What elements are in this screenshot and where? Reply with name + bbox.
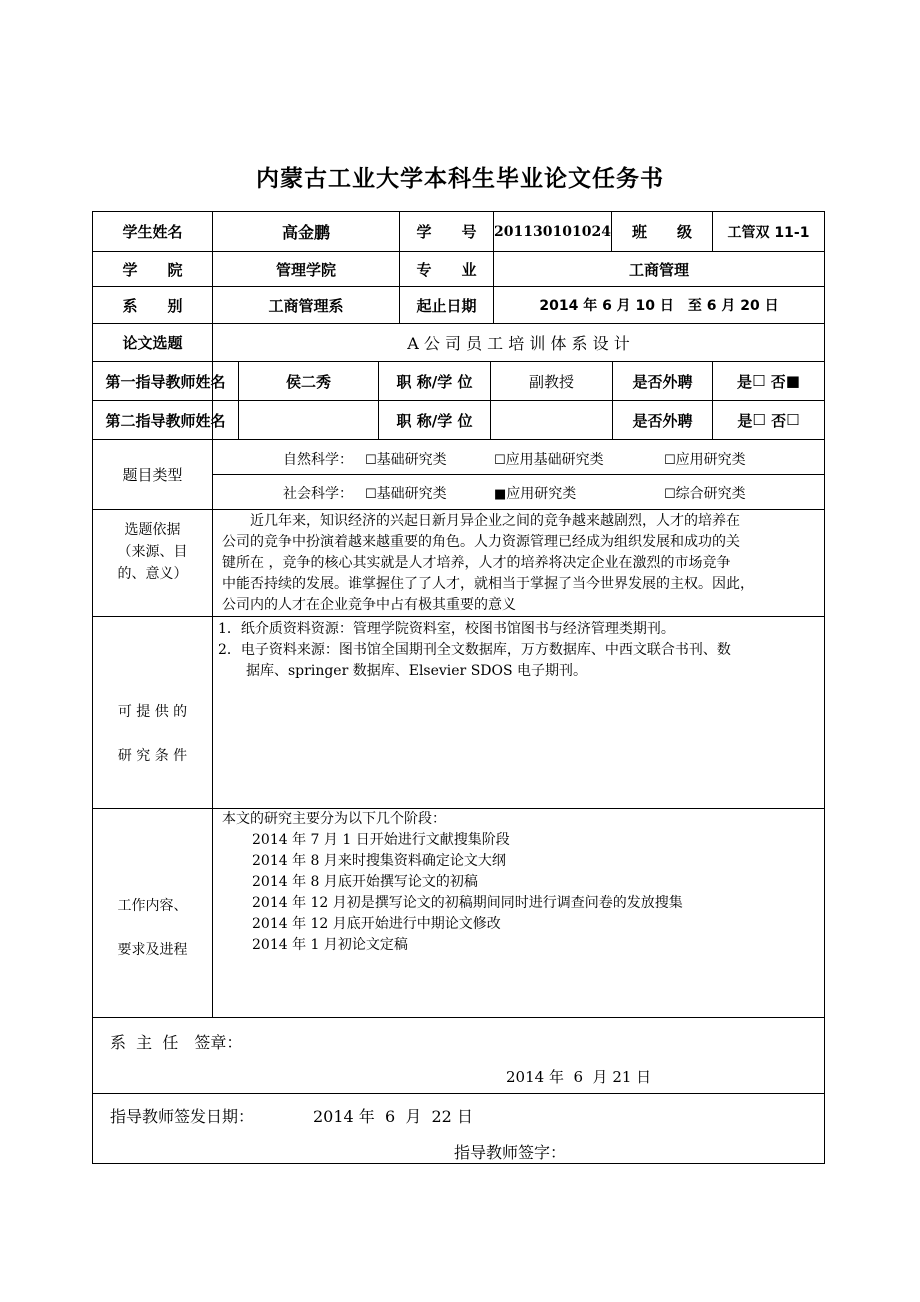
list-item: 2014 年 1 月初论文定稿: [252, 937, 408, 953]
topic-type-label: 题目类型: [122, 466, 183, 484]
dates-label: 起止日期: [416, 296, 477, 315]
natural-option-applied-basic: ☐应用基础研究类: [494, 452, 604, 468]
student-id-label: 学 号: [416, 223, 477, 241]
natural-option-applied: ☐应用研究类: [664, 452, 746, 468]
advisor1-title-label: 职 称/学 位: [396, 372, 473, 391]
checkbox-icon: ☐: [365, 487, 377, 502]
student-name-label: 学生姓名: [122, 223, 183, 241]
page-title: 内蒙古工业大学本科生毕业论文任务书: [256, 166, 664, 192]
social-option-basic: ☐基础研究类: [365, 486, 447, 502]
no-label: 否: [771, 411, 787, 430]
topic-value: A 公 司 员 工 培 训 体 系 设 计: [407, 334, 630, 353]
college-value: 管理学院: [275, 260, 336, 279]
yes-label: 是: [737, 372, 753, 391]
natural-option-basic: ☐基础研究类: [365, 452, 447, 468]
advisor1-external-choice: [713, 362, 824, 400]
advisor1-title: 副教授: [528, 372, 574, 391]
checkbox-filled-icon: ■: [494, 487, 507, 502]
no-label: 否: [770, 372, 786, 391]
dept-head-date: 2014 年 6 月 21 日: [506, 1068, 652, 1086]
major-label: 专 业: [416, 260, 477, 279]
college-label: 学 院: [122, 260, 183, 279]
major-value: 工商管理: [628, 260, 689, 279]
social-science-label: 社会科学：: [283, 486, 353, 502]
checkbox-icon: ☐: [494, 453, 506, 468]
advisor-sign-date-label: 指导教师签发日期：: [110, 1107, 255, 1126]
checkbox-icon: ☐: [664, 453, 676, 468]
basis-text: 近几年来，知识经济的兴起日新月异企业之间的竞争越来越剧烈，人才的培养在 公司的竞争中扮演着越来越重要的角色。人力资源管理已经成为组织发展和成功的关 键所在 ，竞争的核心其实就是人才培养，人才的培养将决定企业在激烈的市场竞争 中能否持续的发展。谁掌握住了了人才，就相当于掌握了当今世界发展的主权。因此， 公司内的人才在企业竞争中占有极其重要的意义: [222, 513, 754, 613]
advisor2-name: [239, 401, 378, 439]
dept-value: 工商管理系: [268, 296, 344, 315]
natural-science-label: 自然科学：: [283, 452, 353, 468]
advisor1-external-label: 是否外聘: [632, 372, 693, 391]
no-checkbox-icon: ☐: [786, 411, 800, 429]
advisor2-title-label: 职 称/学 位: [396, 411, 473, 430]
social-option-applied: ■应用研究类: [494, 486, 577, 502]
yes-checkbox-icon: ☐: [752, 411, 766, 429]
advisor1-name: 侯二秀: [285, 372, 331, 391]
checkbox-icon: ☐: [664, 487, 676, 502]
list-item: 2014 年 12 月底开始进行中期论文修改: [252, 916, 501, 932]
advisor2-external-choice: [713, 401, 824, 439]
advisor2-external-label: 是否外聘: [632, 411, 693, 430]
list-item: 2014 年 8 月来时搜集资料确定论文大纲: [252, 853, 506, 869]
dept-head-seal-label: 系 主 任 签章：: [110, 1033, 243, 1052]
conditions-text: 1．纸介质资料资源：管理学院资料室，校图书馆图书与经济管理类期刊。 2．电子资料来源：图书馆全国期刊全文数据库，万方数据库、中西文联合书刊、数 据库、springer 数据库、Elsevier SDOS 电子期刊。: [218, 621, 731, 679]
student-name: 高金鹏: [281, 223, 330, 242]
yes-checkbox-icon: ☐: [752, 372, 766, 390]
no-checkbox-icon: ■: [785, 372, 800, 390]
list-item: 2014 年 7 月 1 日开始进行文献搜集阶段: [252, 832, 510, 848]
advisor2-title: [491, 401, 612, 439]
topic-label: 论文选题: [122, 334, 183, 352]
advisor2-label: 第二指导教师姓名: [105, 411, 226, 430]
list-item: 2014 年 12 月初是撰写论文的初稿期间同时进行调查问卷的发放搜集: [252, 895, 683, 911]
advisor1-label: 第一指导教师姓名: [105, 372, 226, 391]
dept-label: 系 别: [122, 296, 183, 315]
dates-value: 2014 年 6 月 10 日 至 6 月 20 日: [539, 298, 779, 314]
list-item: 2014 年 8 月底开始撰写论文的初稿: [252, 874, 478, 890]
work-intro: 本文的研究主要分为以下几个阶段：: [222, 811, 446, 827]
advisor-sign-date: 2014 年 6 月 22 日: [313, 1107, 473, 1126]
class-value: 工管双 11-1: [727, 224, 810, 241]
advisor-signature-label: 指导教师签字：: [454, 1143, 567, 1162]
checkbox-icon: ☐: [365, 453, 377, 468]
conditions-label: 可 提 供 的 研 究 条 件: [117, 704, 188, 764]
class-label: 班 级: [631, 223, 692, 241]
work-label: 工作内容、 要求及进程: [117, 898, 188, 958]
social-option-comprehensive: ☐综合研究类: [664, 486, 746, 502]
basis-label: 选题依据 （来源、目 的、意义）: [117, 522, 188, 582]
work-steps: [252, 830, 683, 956]
yes-label: 是: [737, 411, 753, 430]
student-id: 201130101024: [494, 223, 611, 240]
